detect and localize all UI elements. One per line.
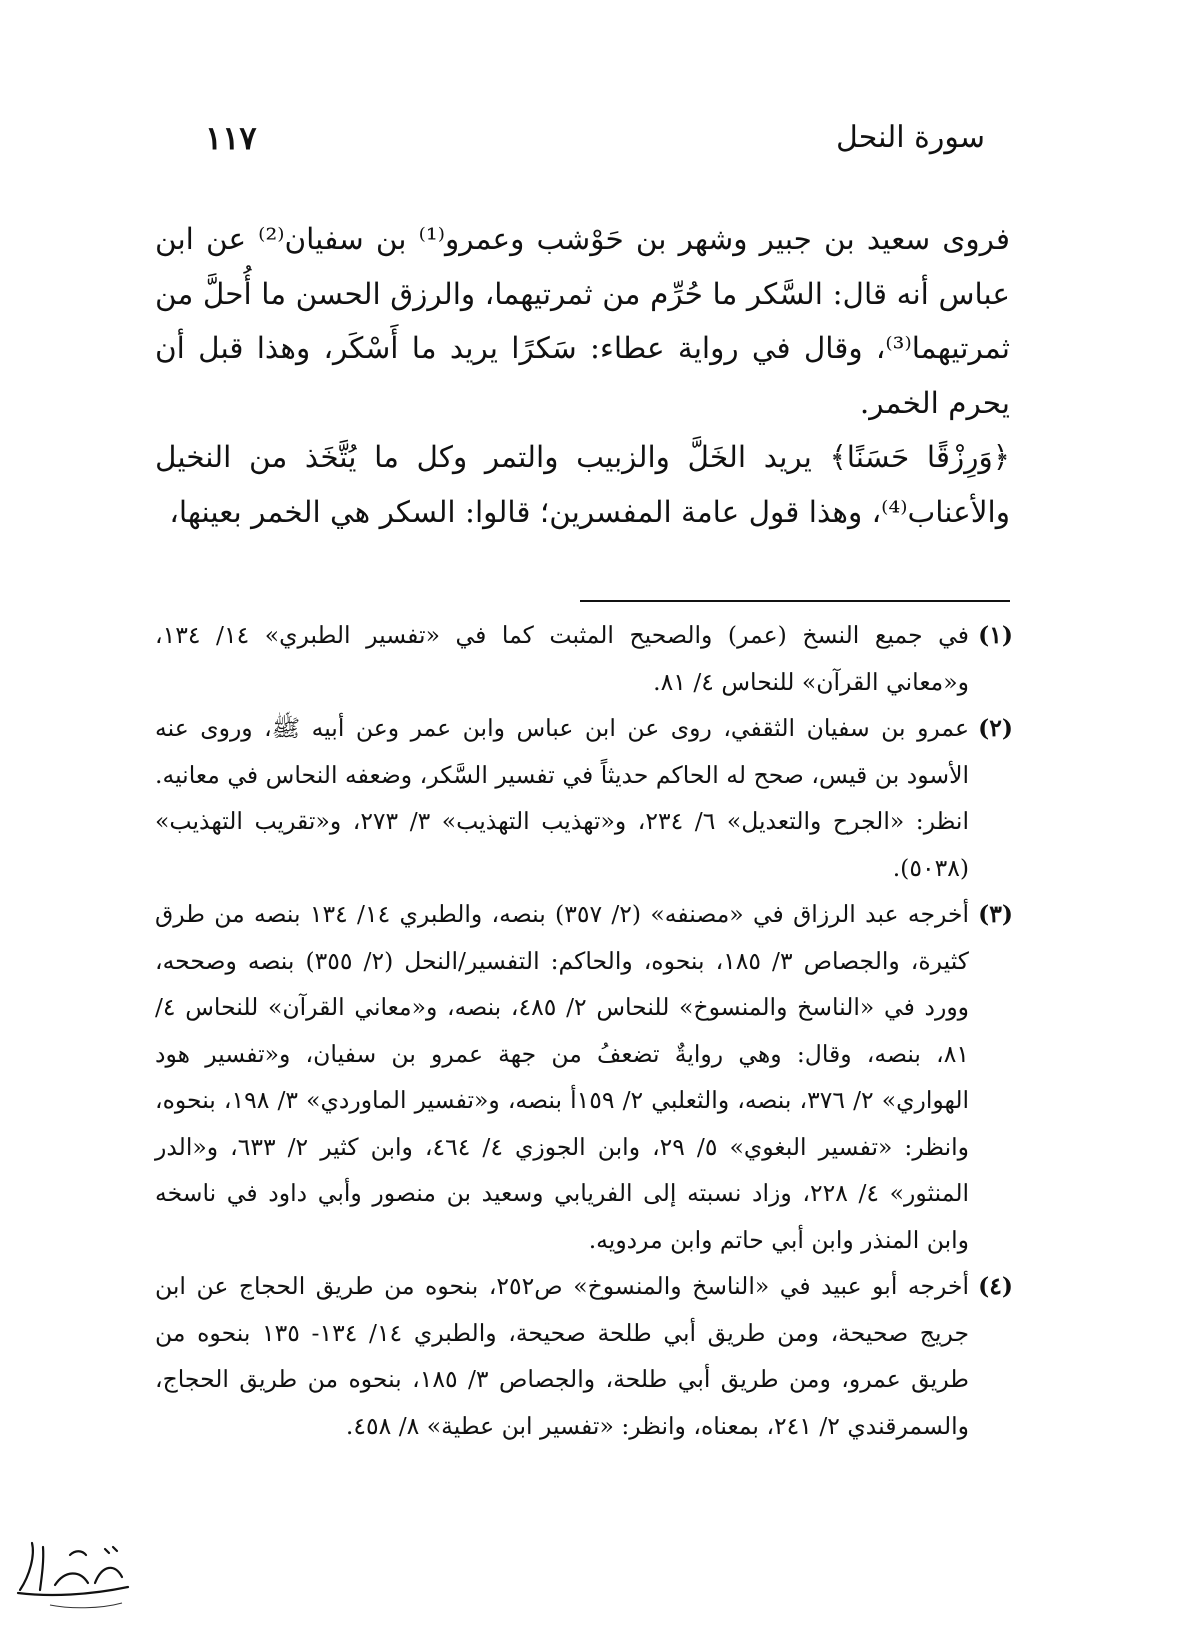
main-text	[155, 212, 1010, 539]
footnote-text: أخرجه عبد الرزاق في «مصنفه» (٢/ ٣٥٧) بنصه، والطبري ١٤/ ١٣٤ بنصه من طرق كثيرة، والجصاص ٣/ ١٨٥، بنحوه، والحاكم: التفسير/النحل (٢/ ٣٥٥) بنصه وصححه، وورد في «الناسخ والمنسوخ» للنحاس ٢/ ٤٨٥، بنصه، و«معاني القرآن» للنحاس ٤/ ٨١، بنصه، وقال: وهي روايةٌ تضعفُ من جهة عمرو بن سفيان، و«تفسير هود الهواري» ٢/ ٣٧٦، بنصه، والثعلبي ٢/ ١٥٩أ بنصه، و«تفسير الماوردي» ٣/ ١٩٨، بنحوه، وانظر: «تفسير البغوي» ٥/ ٢٩، وابن الجوزي ٤/ ٤٦٤، وابن كثير ٢/ ٦٣٣، و«الدر المنثور» ٤/ ٢٢٨، وزاد نسبته إلى الفريابي وسعيد بن منصور وأبي داود في ناسخه وابن المنذر وابن أبي حاتم وابن مردويه.	[155, 900, 970, 1254]
footnote-number: (١)	[978, 621, 1013, 649]
footnote-text: أخرجه أبو عبيد في «الناسخ والمنسوخ» ص٢٥٢، بنحوه من طريق الحجاج عن ابن جريج صحيحة، ومن طريق أبي طلحة صحيحة، والطبري ١٤/ ١٣٤- ١٣٥ بنحوه من طريق عمرو، ومن طريق أبي طلحة، والجصاص ٣/ ١٨٥، بنحوه من طريق الحجاج، والسمرقندي ٢/ ٢٤١، بمعناه، وانظر: «تفسير ابن عطية» ٨/ ٤٥٨.	[155, 1272, 970, 1440]
footnote-number: (٤)	[978, 1272, 1013, 1300]
footnote-number: (٢)	[978, 714, 1013, 742]
footnote-divider	[580, 600, 1010, 602]
surah-title: سورة النحل	[836, 120, 985, 155]
footnote-number: (٣)	[978, 900, 1013, 928]
paragraph-1: فروى سعيد بن جبير وشهر بن حَوْشب وعمرو⁽¹⁾ بن سفيان⁽²⁾ عن ابن عباس أنه قال: السَّكر ما حُرِّم من ثمرتيهما، والرزق الحسن ما أُحلَّ من ثمرتيهما⁽³⁾، وقال في رواية عطاء: سَكرًا يريد ما أَسْكَر، وهذا قبل أن يحرم الخمر.	[155, 222, 1011, 420]
footnote-2	[155, 705, 1013, 891]
footnote-3	[155, 891, 1013, 1263]
footnote-text: في جميع النسخ (عمر) والصحيح المثبت كما في «تفسير الطبري» ١٤/ ١٣٤، و«معاني القرآن» للنحاس ٤/ ٨١.	[155, 621, 969, 696]
paragraph-2: ﴿وَرِزْقًا حَسَنًا﴾ يريد الخَلَّ والزبيب والتمر وكل ما يُتَّخَذ من النخيل والأعناب⁽⁴⁾، وهذا قول عامة المفسرين؛ قالوا: السكر هي الخمر بعينها،	[155, 440, 1010, 529]
watermark-logo	[10, 1535, 140, 1615]
footnote-1	[155, 612, 1013, 705]
running-head	[190, 118, 985, 168]
footnotes	[155, 612, 1013, 1449]
page-number: ١١٧	[205, 119, 257, 157]
footnote-text: عمرو بن سفيان الثقفي، روى عن ابن عباس وابن عمر وعن أبيه ﷺ، وروى عنه الأسود بن قيس، صحح له الحاكم حديثاً في تفسير السَّكر، وضعفه النحاس في معانيه. انظر: «الجرح والتعديل» ٦/ ٢٣٤، و«تهذيب التهذيب» ٣/ ٢٧٣، و«تقريب التهذيب» (٥٠٣٨).	[155, 714, 970, 882]
footnote-4	[155, 1263, 1013, 1449]
